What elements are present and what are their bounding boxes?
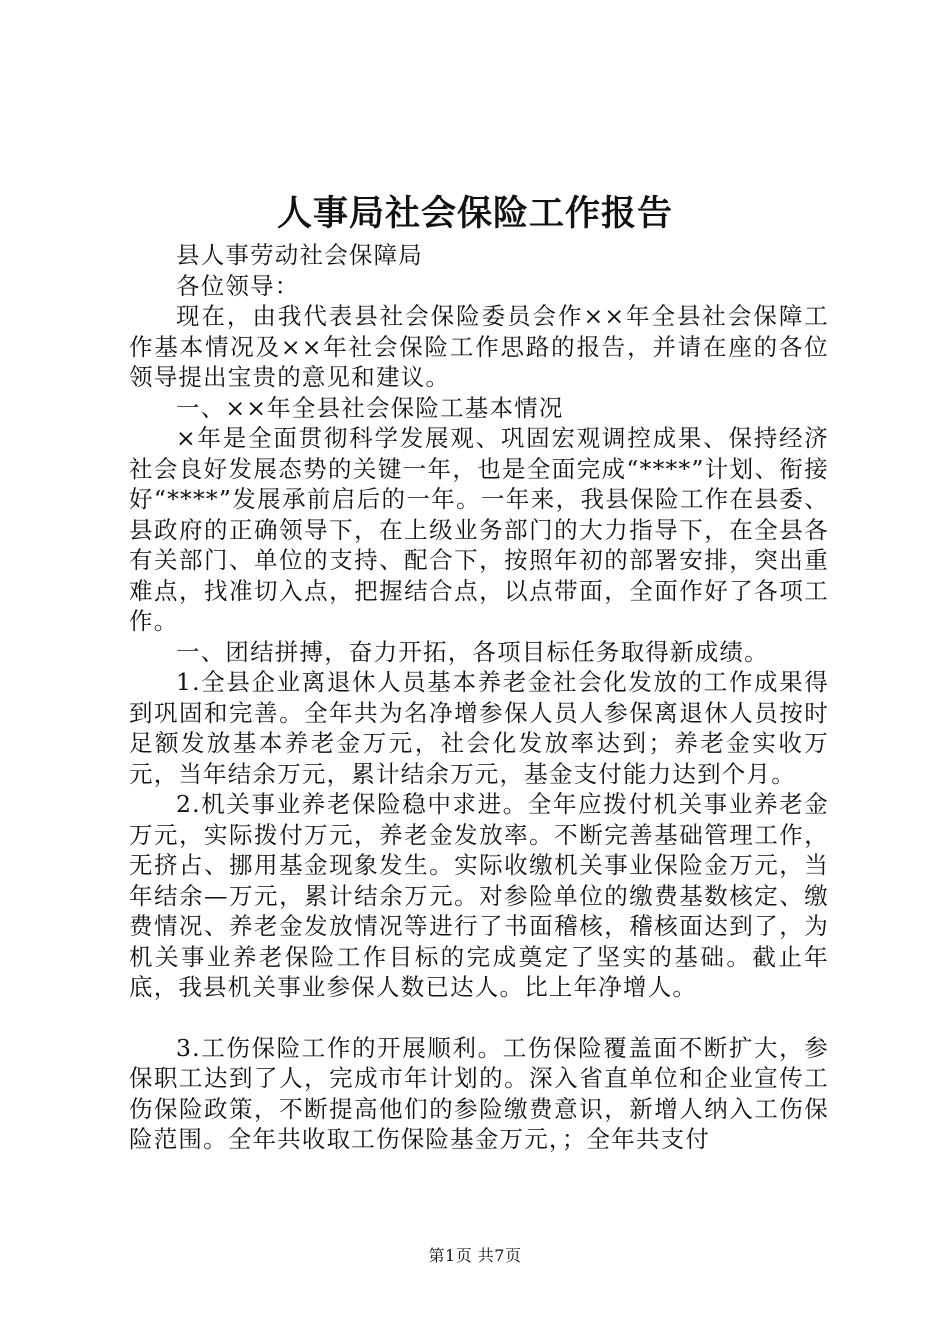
section-heading: 一、××年全县社会保险工基本情况: [176, 393, 564, 422]
paragraph-overview: ×年是全面贯彻科学发展观、巩固宏观调控成果、保持经济社会良好发展态势的关键一年，也是全面完成“****”计划、衔接好“****”发展承前启后的一年。一年来，我县保险工作在县委、县政府的正确领导下，在上级业务部门的大力指导下，在全县各有关部门、单位的支持、配合下，按照年初的部署安排，突出重难点，找准切入点，把握结合点，以点带面，全面作好了各项工作。: [129, 424, 829, 635]
page-footer: 第1页 共7页: [428, 1246, 522, 1265]
subsection-heading: 一、团结拼搏，奋力开拓，各项目标任务取得新成绩。: [176, 637, 769, 666]
paragraph-organization: 县人事劳动社会保障局: [176, 241, 423, 269]
document-title: 人事局社会保险工作报告: [276, 194, 673, 234]
paragraph-intro: 现在，由我代表县社会保险委员会作××年全县社会保障工作基本情况及××年社会保险工作思路的报告，并请在座的各位领导提出宝贵的意见和建议。: [129, 302, 829, 391]
paragraph-item-3: 3.工伤保险工作的开展顺利。工伤保险覆盖面不断扩大，参保职工达到了人，完成市年计划的。深入省直单位和企业宣传工伤保险政策，不断提高他们的参险缴费意识，新增人纳入工伤保险范围。全年共收取工伤保险基金万元，；全年共支付: [129, 1033, 829, 1153]
paragraph-item-1: 1.全县企业离退休人员基本养老金社会化发放的工作成果得到巩固和完善。全年共为名净增参保人员人参保离退休人员按时足额发放基本养老金万元，社会化发放率达到；养老金实收万元，当年结余万元，累计结余万元，基金支付能力达到个月。: [129, 668, 829, 788]
paragraph-salutation: 各位领导：: [176, 271, 300, 300]
paragraph-item-2: 2.机关事业养老保险稳中求进。全年应拨付机关事业养老金万元，实际拨付万元，养老金发放率。不断完善基础管理工作，无挤占、挪用基金现象发生。实际收缴机关事业保险金万元，当年结余—万元，累计结余万元。对参险单位的缴费基数核定、缴费情况、养老金发放情况等进行了书面稽核，稽核面达到了，为机关事业养老保险工作目标的完成奠定了坚实的基础。截止年底，我县机关事业参保人数已达人。比上年净增人。: [129, 790, 829, 1001]
document-body: [129, 240, 829, 1155]
